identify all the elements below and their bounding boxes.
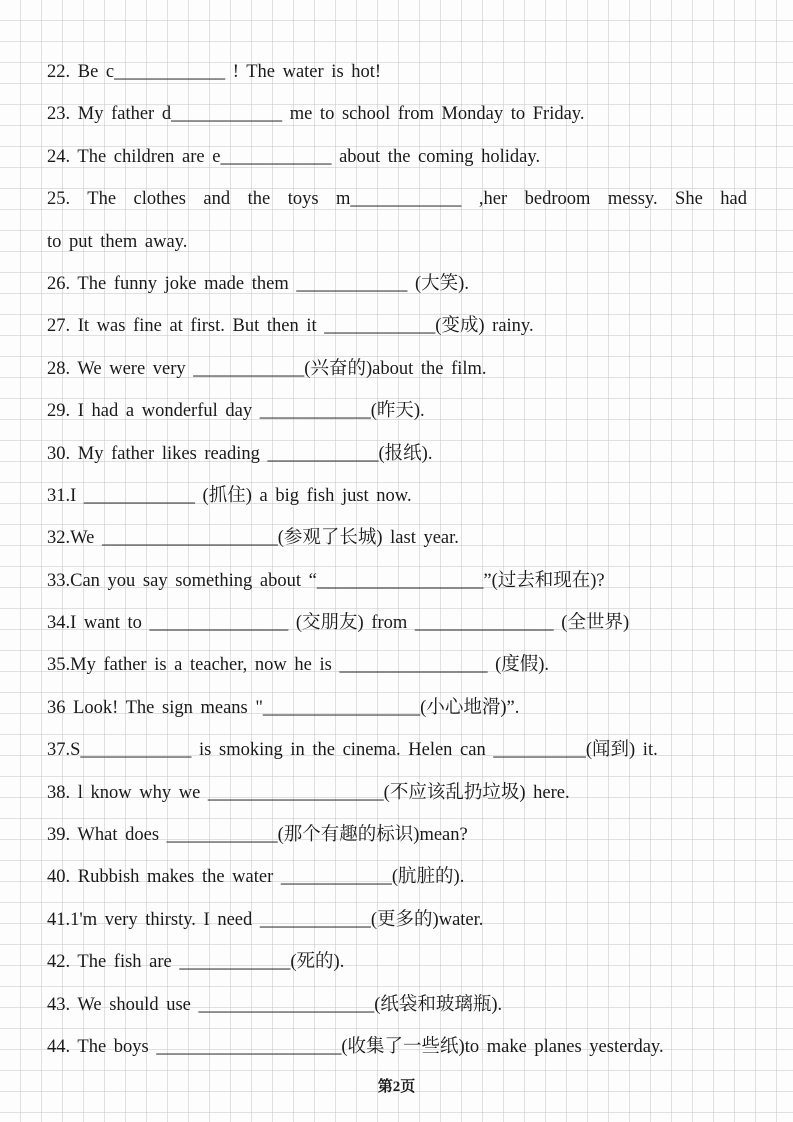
question-23: 23. My father d____________ me to school from Monday to Friday. [47,104,585,125]
question-44: 44. The boys ____________________(收集了一些纸)to make planes yesterday. [47,1036,664,1057]
question-22: 22. Be c____________ ! The water is hot! [47,62,382,82]
question-34: 34.I want to _______________ (交朋友) from _______________ (全世界) [47,613,630,634]
question-25: 25. The clothes and the toys m____________ ,her bedroom messy. She had [47,189,747,210]
question-29: 29. I had a wonderful day ____________(昨天). [47,401,425,422]
question-41: 41.1'm very thirsty. I need ____________(更多的)water. [47,909,484,930]
question-37: 37.S____________ is smoking in the cinema. Helen can __________(闻到) it. [47,740,658,761]
question-32: 32.We ___________________(参观了长城) last year. [47,528,459,549]
question-36: 36 Look! The sign means "_________________(小心地滑)”. [47,697,520,718]
question-26: 26. The funny joke made them ____________ (大笑). [47,273,469,294]
question-42: 42. The fish are ____________(死的). [47,952,345,973]
question-24: 24. The children are e____________ about the coming holiday. [47,146,541,167]
question-35: 35.My father is a teacher, now he is ________________ (度假). [47,655,550,676]
worksheet [47,56,747,1073]
question-30: 30. My father likes reading ____________(报纸). [47,443,433,464]
question-31: 31.I ____________ (抓住) a big fish just now. [47,485,412,506]
question-38: 38. l know why we ___________________(不应该乱扔垃圾) here. [47,782,570,803]
question-27: 27. It was fine at first. But then it ____________(变成) rainy. [47,316,534,337]
page-number: 第2页 [377,1079,416,1095]
question-43: 43. We should use ___________________(纸袋和玻璃瓶). [47,994,503,1015]
question-28: 28. We were very ____________(兴奋的)about the film. [47,358,487,379]
question-33: 33.Can you say something about “__________________”(过去和现在)? [47,570,605,591]
question-39: 39. What does ____________(那个有趣的标识)mean? [47,825,468,846]
question-25-continued: to put them away. [47,231,188,252]
question-40: 40. Rubbish makes the water ____________(肮脏的). [47,867,465,888]
